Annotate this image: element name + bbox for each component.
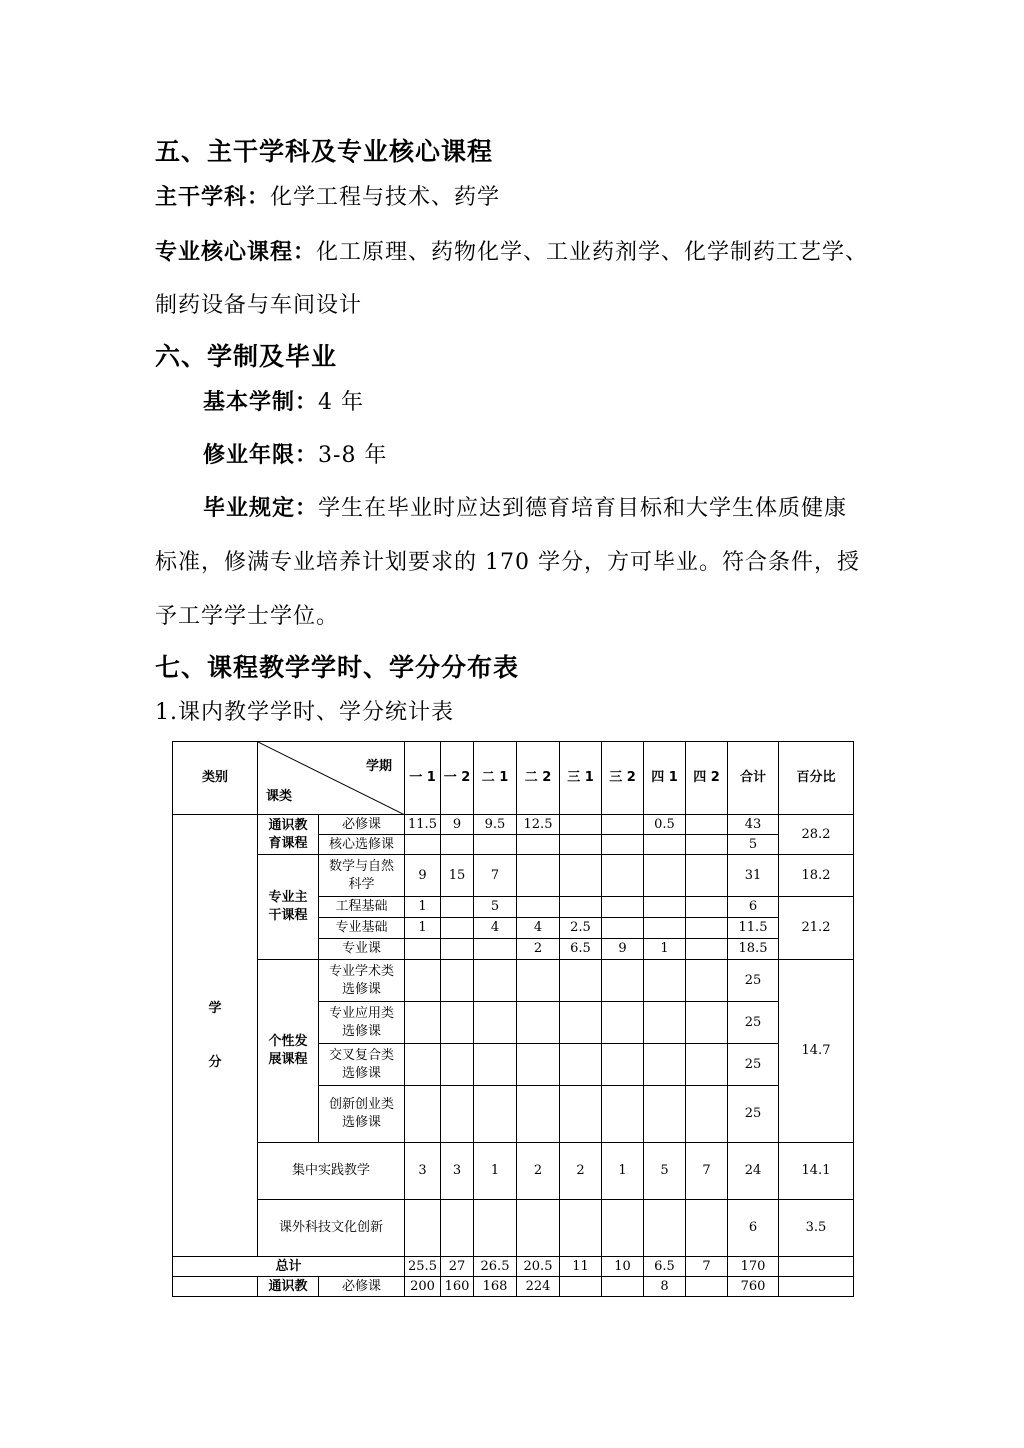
course-academic-2: 选修课	[341, 981, 381, 997]
table-row	[173, 960, 854, 1002]
cell-empty	[644, 960, 686, 1002]
cell-value: 4	[474, 918, 517, 939]
cell-empty	[474, 1086, 517, 1143]
header-total: 合计	[728, 742, 779, 815]
cell-value: 10	[602, 1257, 644, 1277]
cell-total: 6	[728, 897, 779, 918]
course-applied-2: 选修课	[341, 1023, 381, 1039]
course-core-elective: 核心选修课	[319, 835, 405, 855]
cell-empty	[602, 1044, 644, 1086]
cell-value	[441, 835, 474, 855]
cell-value: 7	[686, 1143, 728, 1200]
cell-value	[474, 1200, 517, 1257]
cell-empty	[405, 960, 441, 1002]
cell-value: 3	[405, 1143, 441, 1200]
group-personal	[258, 960, 319, 1143]
course-applied-1: 专业应用类	[328, 1005, 394, 1021]
cell-total: 760	[728, 1277, 779, 1297]
cell-value	[441, 918, 474, 939]
cell-value	[405, 1200, 441, 1257]
course-math	[319, 855, 405, 897]
cell-value	[474, 939, 517, 960]
course-required: 必修课	[319, 815, 405, 835]
course-innovation	[319, 1086, 405, 1143]
cell-value: 7	[686, 1257, 728, 1277]
cell-total: 25	[728, 960, 779, 1002]
cell-value	[686, 815, 728, 835]
group-general	[258, 815, 319, 855]
hours-course: 必修课	[319, 1277, 405, 1297]
limit-label: 修业年限：	[203, 443, 319, 468]
cell-empty	[441, 1044, 474, 1086]
cell-empty	[517, 1086, 560, 1143]
cell-empty	[779, 1277, 854, 1297]
core-course-value: 化工原理、药物化学、工业药剂学、化学制药工艺学、	[316, 240, 869, 265]
cell-value	[441, 897, 474, 918]
graduation-text-1: 学生在毕业时应达到德育培育目标和大学生体质健康	[318, 496, 848, 521]
group-general-1: 通识教	[268, 817, 308, 833]
cell-value: 1	[405, 918, 441, 939]
course-cross	[319, 1044, 405, 1086]
hours-group: 通识教	[258, 1277, 319, 1297]
cell-value	[686, 897, 728, 918]
cell-value: 20.5	[517, 1257, 560, 1277]
cell-value: 5	[474, 897, 517, 918]
table-row	[173, 1277, 854, 1297]
cell-empty	[644, 1044, 686, 1086]
course-innovation-2: 选修课	[341, 1115, 381, 1130]
cell-value	[441, 1200, 474, 1257]
cell-value: 2	[560, 1143, 602, 1200]
cell-empty	[560, 1086, 602, 1143]
cell-empty	[686, 1086, 728, 1143]
cell-value: 1	[602, 1143, 644, 1200]
header-sem-2: 一 2	[441, 742, 474, 815]
group-major-1: 专业主	[268, 890, 308, 905]
cell-empty	[560, 960, 602, 1002]
cell-value: 2.5	[560, 918, 602, 939]
cell-total: 24	[728, 1143, 779, 1200]
course-major: 专业课	[319, 939, 405, 960]
header-semester: 学期	[365, 759, 392, 774]
cell-total: 6	[728, 1200, 779, 1257]
cell-value	[560, 897, 602, 918]
core-course-value-2: 制药设备与车间设计	[155, 293, 363, 318]
cell-value	[686, 855, 728, 897]
cell-value: 6.5	[644, 1257, 686, 1277]
course-innovation-1: 创新创业类	[328, 1097, 394, 1112]
table-header-row	[173, 742, 854, 815]
cell-value	[517, 1200, 560, 1257]
course-math-1: 数学与自然	[328, 858, 394, 874]
cell-empty	[441, 1086, 474, 1143]
cell-empty	[686, 1044, 728, 1086]
cell-empty	[405, 1086, 441, 1143]
graduation-text-3: 予工学学士学位。	[155, 604, 340, 629]
cell-empty	[686, 1002, 728, 1044]
cell-value: 9.5	[474, 815, 517, 835]
cell-value: 168	[474, 1277, 517, 1297]
cell-value	[602, 1200, 644, 1257]
cell-value: 8	[644, 1277, 686, 1297]
cell-value	[686, 918, 728, 939]
cell-empty	[173, 1277, 258, 1297]
main-subject-line	[155, 180, 500, 211]
pct-major: 21.2	[779, 897, 854, 960]
cell-total: 11.5	[728, 918, 779, 939]
cell-value: 2	[517, 939, 560, 960]
course-math-2: 科学	[348, 876, 375, 892]
cell-empty	[602, 1002, 644, 1044]
group-major-2: 干课程	[268, 908, 308, 923]
cell-empty	[441, 1002, 474, 1044]
cell-total: 25	[728, 1086, 779, 1143]
cell-empty	[517, 960, 560, 1002]
cell-value	[686, 1277, 728, 1297]
cell-total: 25	[728, 1044, 779, 1086]
cell-empty	[779, 1257, 854, 1277]
group-personal-2: 展课程	[268, 1052, 308, 1067]
cell-value	[441, 939, 474, 960]
cell-empty	[686, 960, 728, 1002]
cell-empty	[602, 1086, 644, 1143]
header-coursetype: 课类	[266, 789, 293, 804]
credit-label-2: 分	[208, 1054, 222, 1070]
cell-value: 160	[441, 1277, 474, 1297]
pct-general: 28.2	[779, 815, 854, 855]
cell-value: 9	[441, 815, 474, 835]
header-sem-3: 二 1	[474, 742, 517, 815]
cell-empty	[644, 1086, 686, 1143]
graduation-line	[203, 491, 847, 522]
cell-value: 224	[517, 1277, 560, 1297]
cell-empty	[474, 1044, 517, 1086]
cell-value	[644, 855, 686, 897]
cell-empty	[474, 1002, 517, 1044]
graduation-text-2: 标准，修满专业培养计划要求的 170 学分，方可毕业。符合条件，授	[155, 550, 860, 575]
cell-value	[644, 1200, 686, 1257]
cell-value	[517, 835, 560, 855]
section-6-heading: 六、学制及毕业	[155, 342, 338, 371]
cell-value: 7	[474, 855, 517, 897]
cell-value: 1	[405, 897, 441, 918]
course-eng-basic: 工程基础	[319, 897, 405, 918]
table-caption: 1.课内教学学时、学分统计表	[155, 700, 454, 725]
pct-extracurricular: 3.5	[779, 1200, 854, 1257]
header-percent: 百分比	[779, 742, 854, 815]
duration-line	[203, 385, 364, 416]
cell-value: 26.5	[474, 1257, 517, 1277]
cell-value: 200	[405, 1277, 441, 1297]
section-7-heading: 七、课程教学学时、学分分布表	[155, 653, 520, 682]
cell-total: 170	[728, 1257, 779, 1277]
limit-line	[203, 438, 387, 469]
cell-total: 5	[728, 835, 779, 855]
limit-value: 3-8 年	[318, 443, 388, 468]
group-personal-1: 个性发	[268, 1034, 308, 1049]
cell-value	[602, 815, 644, 835]
cell-empty	[405, 1044, 441, 1086]
cell-empty	[602, 960, 644, 1002]
cell-value	[644, 835, 686, 855]
row-sum-label: 总计	[173, 1257, 405, 1277]
group-general-2: 育课程	[268, 835, 308, 851]
header-sem-7: 四 1	[644, 742, 686, 815]
header-sem-5: 三 1	[560, 742, 602, 815]
group-major	[258, 855, 319, 960]
cell-value	[405, 835, 441, 855]
cell-value	[602, 1277, 644, 1297]
cell-empty	[560, 1044, 602, 1086]
cell-total: 31	[728, 855, 779, 897]
course-cross-1: 交叉复合类	[328, 1047, 394, 1063]
cell-empty	[644, 1002, 686, 1044]
cell-total: 25	[728, 1002, 779, 1044]
credit-category-cell	[173, 815, 258, 1257]
cell-value: 5	[644, 1143, 686, 1200]
pct-personal: 14.7	[779, 960, 854, 1143]
cell-value	[560, 855, 602, 897]
cell-empty	[441, 960, 474, 1002]
cell-value: 3	[441, 1143, 474, 1200]
main-subject-label: 主干学科：	[155, 185, 271, 210]
cell-empty	[560, 1002, 602, 1044]
cell-value	[686, 939, 728, 960]
cell-value	[517, 897, 560, 918]
cell-value: 9	[602, 939, 644, 960]
table-row-total	[173, 1257, 854, 1277]
duration-label: 基本学制：	[203, 390, 319, 415]
core-course-label: 专业核心课程：	[155, 240, 317, 265]
credits-table	[172, 741, 854, 1297]
cell-total: 43	[728, 815, 779, 835]
cell-value: 11.5	[405, 815, 441, 835]
cell-value	[517, 855, 560, 897]
cell-value: 4	[517, 918, 560, 939]
graduation-label: 毕业规定：	[203, 496, 319, 521]
duration-value: 4 年	[318, 390, 365, 415]
header-sem-1: 一 1	[405, 742, 441, 815]
cell-empty	[517, 1002, 560, 1044]
course-major-basic: 专业基础	[319, 918, 405, 939]
cell-value: 9	[405, 855, 441, 897]
core-course-line	[155, 235, 868, 266]
cell-value: 1	[474, 1143, 517, 1200]
cell-value: 25.5	[405, 1257, 441, 1277]
table-row	[173, 1143, 854, 1200]
cell-value	[560, 1277, 602, 1297]
cell-value	[602, 897, 644, 918]
cell-value: 2	[517, 1143, 560, 1200]
cell-value: 12.5	[517, 815, 560, 835]
cell-value: 11	[560, 1257, 602, 1277]
header-category: 类别	[173, 742, 258, 815]
pct-practice: 14.1	[779, 1143, 854, 1200]
course-cross-2: 选修课	[341, 1065, 381, 1081]
cell-value	[644, 918, 686, 939]
cell-value: 27	[441, 1257, 474, 1277]
cell-value: 0.5	[644, 815, 686, 835]
cell-value	[686, 1200, 728, 1257]
header-sem-8: 四 2	[686, 742, 728, 815]
course-academic	[319, 960, 405, 1002]
credit-label-1: 学	[208, 1000, 222, 1016]
cell-value	[405, 939, 441, 960]
table-row	[173, 855, 854, 897]
cell-total: 18.5	[728, 939, 779, 960]
pct-math: 18.2	[779, 855, 854, 897]
course-academic-1: 专业学术类	[328, 963, 394, 979]
cell-value	[602, 835, 644, 855]
cell-value	[602, 918, 644, 939]
cell-value	[602, 855, 644, 897]
cell-empty	[405, 1002, 441, 1044]
cell-value	[560, 1200, 602, 1257]
table-row	[173, 815, 854, 835]
table-row	[173, 1200, 854, 1257]
cell-value	[686, 835, 728, 855]
cell-value: 1	[644, 939, 686, 960]
course-applied	[319, 1002, 405, 1044]
course-practice: 集中实践教学	[258, 1143, 405, 1200]
cell-value	[560, 815, 602, 835]
section-5-heading: 五、主干学科及专业核心课程	[155, 137, 494, 166]
cell-empty	[474, 960, 517, 1002]
cell-value	[560, 835, 602, 855]
cell-value	[644, 897, 686, 918]
cell-value: 15	[441, 855, 474, 897]
cell-value	[474, 835, 517, 855]
main-subject-value: 化学工程与技术、药学	[270, 185, 501, 210]
course-extracurricular: 课外科技文化创新	[258, 1200, 405, 1257]
header-sem-4: 二 2	[517, 742, 560, 815]
cell-empty	[517, 1044, 560, 1086]
cell-value: 6.5	[560, 939, 602, 960]
header-sem-6: 三 2	[602, 742, 644, 815]
header-diagonal-cell	[258, 742, 405, 815]
